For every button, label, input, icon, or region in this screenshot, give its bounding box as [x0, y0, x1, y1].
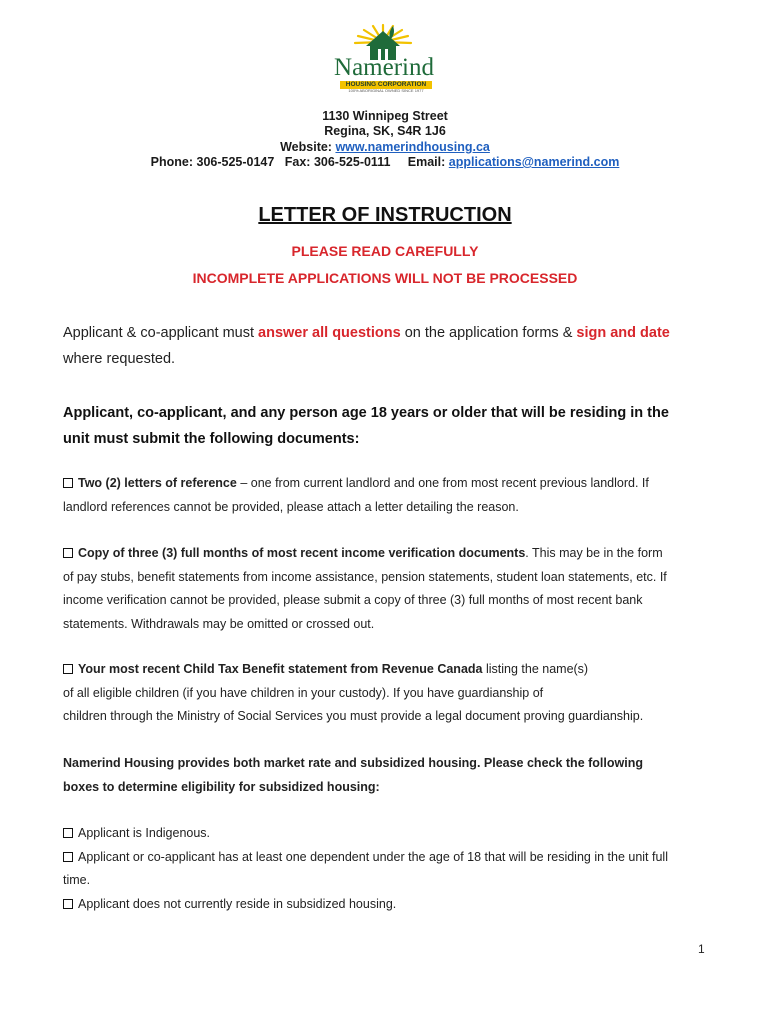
- please-read-notice: PLEASE READ CAREFULLY: [291, 243, 479, 259]
- logo-tagline: 100% ABORIGINAL OWNED SINCE 1977: [348, 88, 424, 93]
- intro-text-1: Applicant & co-applicant must: [63, 325, 259, 341]
- documents-heading-line1: Applicant, co-applicant, and any person age 18 years or older that will be residing in the: [63, 405, 669, 421]
- child-tax-item: [63, 658, 713, 729]
- not-subsidized-label: Applicant does not currently reside in subsidized housing.: [78, 896, 397, 911]
- intro-highlight-sign: sign and date: [576, 325, 670, 341]
- documents-heading-line2: unit must submit the following documents:: [63, 431, 360, 447]
- indigenous-checkbox[interactable]: [63, 828, 73, 838]
- child-tax-text-2: of all eligible children (if you have children in your custody). If you have guardianship of: [63, 685, 544, 700]
- child-tax-checkbox[interactable]: [63, 664, 73, 674]
- intro-highlight-answer: answer all questions: [258, 325, 401, 341]
- income-bold: Copy of three (3) full months of most recent income verification documents: [78, 546, 526, 560]
- income-text-3: income verification cannot be provided, please submit a copy of three (3) full months of most recent bank: [63, 593, 643, 607]
- street-address: 1130 Winnipeg Street: [322, 109, 448, 123]
- references-text-1: – one from current landlord and one from most recent previous landlord. If: [236, 476, 649, 490]
- references-item: [63, 472, 713, 519]
- logo-wordmark: Namerind: [334, 54, 434, 81]
- income-text-4: statements. Withdrawals may be omitted or crossed out.: [63, 616, 375, 631]
- intro-text-2: on the application forms &: [400, 325, 577, 341]
- income-checkbox[interactable]: [63, 548, 73, 558]
- contact-line: [0, 155, 770, 170]
- child-tax-bold: Your most recent Child Tax Benefit statement from Revenue Canada: [78, 662, 483, 676]
- income-text-1: . This may be in the form: [525, 546, 663, 560]
- references-bold: Two (2) letters of reference: [78, 476, 237, 490]
- website-label: Website:: [280, 140, 336, 154]
- income-item: [63, 542, 713, 636]
- income-text-2: of pay stubs, benefit statements from income assistance, pension statements, student loan statements, etc. If: [63, 569, 667, 584]
- namerind-logo: [318, 22, 448, 92]
- phone-number: Phone: 306-525-0147: [150, 155, 275, 169]
- intro-text-3: where requested.: [63, 351, 176, 367]
- indigenous-label: Applicant is Indigenous.: [78, 826, 211, 840]
- not-subsidized-checkbox[interactable]: [63, 899, 73, 909]
- dependent-checkbox[interactable]: [63, 852, 73, 862]
- subsidized-line1: Namerind Housing provides both market rate and subsidized housing. Please check the following: [63, 756, 643, 770]
- dependent-label-1: Applicant or co-applicant has at least one dependent under the age of 18 that will be residing in the unit full: [78, 849, 668, 864]
- email-label: Email:: [407, 155, 449, 169]
- references-checkbox[interactable]: [63, 478, 73, 488]
- subsidized-line2: boxes to determine eligibility for subsidized housing:: [63, 779, 380, 794]
- dependent-label-2: time.: [63, 873, 91, 887]
- intro-paragraph: [63, 320, 713, 372]
- references-text-2: landlord references cannot be provided, please attach a letter detailing the reason.: [63, 499, 519, 514]
- child-tax-text-1: listing the name(s): [482, 662, 589, 676]
- fax-number: Fax: 306-525-0111: [284, 155, 391, 169]
- checklist: [63, 822, 713, 916]
- incomplete-notice: INCOMPLETE APPLICATIONS WILL NOT BE PROCESSED: [192, 270, 578, 286]
- website-line: [0, 140, 770, 155]
- logo-banner: HOUSING CORPORATION: [340, 81, 432, 89]
- page-number: 1: [698, 942, 705, 956]
- page-title: LETTER OF INSTRUCTION: [258, 204, 512, 226]
- subsidized-heading: [63, 752, 713, 799]
- email-link[interactable]: applications@namerind.com: [448, 155, 620, 169]
- child-tax-text-3: children through the Ministry of Social Services you must provide a legal document proving guardianship.: [63, 709, 644, 723]
- city-address: Regina, SK, S4R 1J6: [324, 124, 446, 138]
- documents-heading: [63, 400, 713, 452]
- website-link[interactable]: www.namerindhousing.ca: [335, 140, 490, 154]
